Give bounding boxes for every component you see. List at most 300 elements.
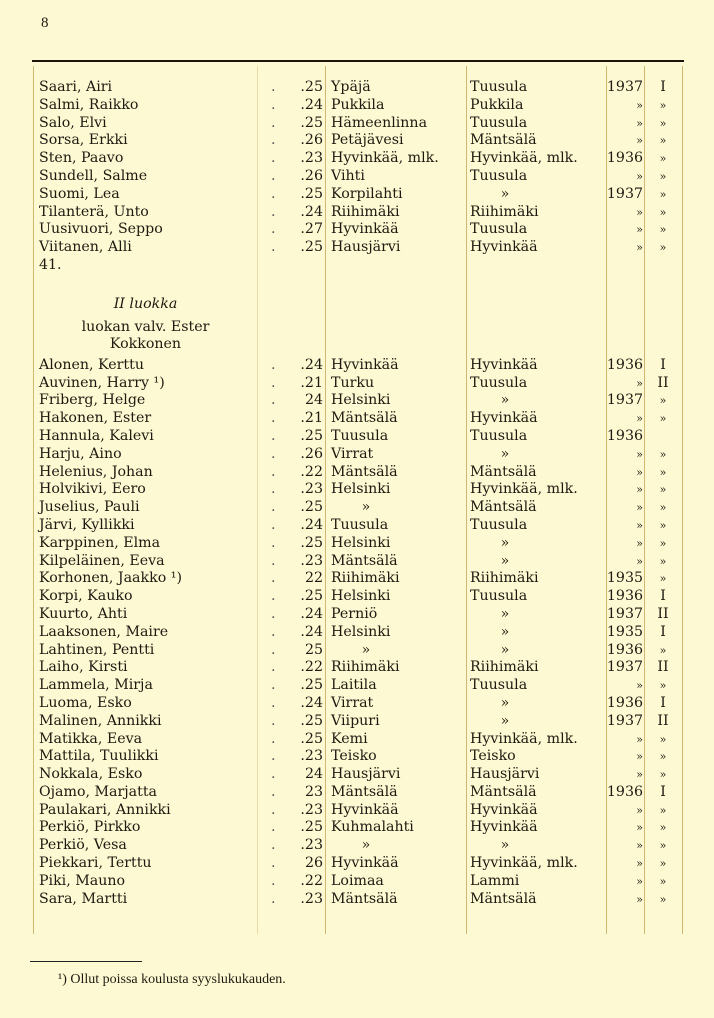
birthplace: Virrat — [331, 694, 374, 711]
student-name: Laaksonen, Maire — [39, 623, 169, 640]
birthplace: Hyvinkää — [331, 855, 399, 872]
leader-dot: . — [271, 96, 276, 113]
entry-year: 1935 — [606, 623, 643, 640]
entry-year: 1936 — [606, 588, 643, 605]
age-value: .25 — [300, 185, 323, 202]
entry-year: » — [636, 116, 643, 130]
leader-dot: . — [271, 356, 276, 373]
student-name: Korhonen, Jaakko ¹) — [39, 570, 182, 587]
birthplace: » — [361, 837, 371, 854]
student-name: Karppinen, Elma — [39, 534, 161, 551]
class-level: » — [659, 169, 667, 183]
age-value: .23 — [300, 890, 323, 907]
leader-dot: . — [271, 641, 276, 658]
class-section-header — [33, 295, 258, 353]
birthplace: Tuusula — [331, 427, 389, 444]
age-value: .25 — [300, 730, 323, 747]
entry-year: 1937 — [606, 659, 643, 676]
home-place: » — [500, 623, 510, 640]
class-level: » — [659, 892, 667, 906]
entry-year: » — [636, 874, 643, 888]
home-place: Tuusula — [470, 427, 528, 444]
class-level: » — [659, 821, 667, 835]
entry-year: » — [636, 465, 643, 479]
class-level: » — [659, 803, 667, 817]
student-name: Salo, Elvi — [39, 114, 107, 131]
leader-dot: . — [271, 534, 276, 551]
class-level: II — [657, 605, 669, 622]
table-row — [33, 464, 683, 482]
birthplace: Mäntsälä — [331, 783, 398, 800]
class-level: » — [659, 394, 667, 408]
leader-dot: . — [271, 463, 276, 480]
home-place: Hausjärvi — [470, 766, 540, 783]
table-row — [33, 784, 683, 802]
leader-dot: . — [271, 730, 276, 747]
age-value: .25 — [300, 588, 323, 605]
leader-dot: . — [271, 712, 276, 729]
group-2-rows — [33, 357, 683, 909]
student-name: Malinen, Annikki — [39, 712, 162, 729]
table-row — [33, 748, 683, 766]
table-row — [33, 891, 683, 909]
entry-year: » — [636, 536, 643, 550]
home-place: Tuusula — [470, 677, 528, 694]
entry-year: » — [636, 241, 643, 255]
home-place: Hyvinkää — [470, 819, 538, 836]
class-level: » — [659, 857, 667, 871]
age-value: .23 — [300, 801, 323, 818]
home-place: Tuusula — [470, 114, 528, 131]
home-place: Hyvinkää, mlk. — [470, 481, 578, 498]
table-row — [33, 517, 683, 535]
table-row — [33, 115, 683, 133]
age-value: .24 — [300, 96, 323, 113]
leader-dot: . — [271, 801, 276, 818]
birthplace: Teisko — [331, 748, 377, 765]
home-place: » — [500, 641, 510, 658]
group-1-total — [33, 257, 683, 275]
birthplace: Hämeenlinna — [331, 114, 428, 131]
leader-dot: . — [271, 79, 276, 95]
student-name: Sorsa, Erkki — [39, 132, 128, 149]
birthplace: Turku — [331, 374, 375, 391]
entry-year: 1936 — [606, 783, 643, 800]
birthplace: Petäjävesi — [331, 132, 404, 149]
birthplace: Kemi — [331, 730, 368, 747]
age-value: 24 — [304, 392, 323, 409]
age-value: .22 — [300, 872, 323, 889]
entry-year: 1937 — [606, 605, 643, 622]
student-name: Helenius, Johan — [39, 463, 153, 480]
student-name: Lammela, Mirja — [39, 677, 153, 694]
entry-year: 1935 — [606, 570, 643, 587]
leader-dot: . — [271, 427, 276, 444]
student-name: Uusivuori, Seppo — [39, 221, 163, 238]
age-value: .23 — [300, 552, 323, 569]
entry-year: » — [636, 412, 643, 426]
student-name: Sundell, Salme — [39, 167, 148, 184]
entry-year: » — [636, 501, 643, 515]
class-level: I — [660, 79, 666, 95]
leader-dot: . — [271, 570, 276, 587]
table-row — [33, 695, 683, 713]
home-place: » — [500, 445, 510, 462]
home-place: Mäntsälä — [470, 463, 537, 480]
age-value: .26 — [300, 167, 323, 184]
age-value: .25 — [300, 114, 323, 131]
age-value: 23 — [304, 783, 323, 800]
leader-dot: . — [271, 748, 276, 765]
student-name: Alonen, Kerttu — [39, 356, 144, 373]
leader-dot: . — [271, 374, 276, 391]
student-name: Tilanterä, Unto — [39, 203, 149, 220]
birthplace: Riihimäki — [331, 570, 400, 587]
entry-year: 1937 — [606, 712, 643, 729]
class-level: » — [659, 447, 667, 461]
table-row — [33, 802, 683, 820]
entry-year: 1936 — [606, 427, 643, 444]
home-place: » — [500, 694, 510, 711]
birthplace: Hyvinkää, mlk. — [331, 150, 439, 167]
leader-dot: . — [271, 150, 276, 167]
class-teacher-line2: Kokkonen — [109, 335, 182, 352]
class-level: II — [657, 659, 669, 676]
birthplace: Virrat — [331, 445, 374, 462]
leader-dot: . — [271, 132, 276, 149]
student-name: Holvikivi, Eero — [39, 481, 146, 498]
table-row — [33, 606, 683, 624]
home-place: Tuusula — [470, 167, 528, 184]
leader-dot: . — [271, 499, 276, 516]
birthplace: Kuhmalahti — [331, 819, 414, 836]
table-row — [33, 819, 683, 837]
student-name: Juselius, Pauli — [39, 499, 140, 516]
table-row — [33, 357, 683, 375]
section-title: II luokka — [113, 295, 178, 312]
table-row — [33, 588, 683, 606]
class-level: » — [659, 643, 667, 657]
table-row — [33, 204, 683, 222]
leader-dot: . — [271, 239, 276, 256]
entry-year: » — [636, 750, 643, 764]
birthplace: Helsinki — [331, 481, 391, 498]
student-name: Laiho, Kirsti — [39, 659, 128, 676]
home-place: » — [500, 392, 510, 409]
age-value: .24 — [300, 694, 323, 711]
leader-dot: . — [271, 167, 276, 184]
table-row — [33, 642, 683, 660]
leader-dot: . — [271, 221, 276, 238]
student-name: Kuurto, Ahti — [39, 605, 128, 622]
student-name: Salmi, Raikko — [39, 96, 139, 113]
birthplace: Mäntsälä — [331, 410, 398, 427]
leader-dot: . — [271, 659, 276, 676]
birthplace: Tuusula — [331, 516, 389, 533]
class-level: » — [659, 750, 667, 764]
age-value: .22 — [300, 659, 323, 676]
birthplace: Hyvinkää — [331, 221, 399, 238]
birthplace: » — [361, 641, 371, 658]
leader-dot: . — [271, 890, 276, 907]
age-value: .23 — [300, 150, 323, 167]
class-level: I — [660, 356, 666, 373]
entry-year: » — [636, 768, 643, 782]
student-name: Korpi, Kauko — [39, 588, 133, 605]
class-level: » — [659, 483, 667, 497]
class-level: » — [659, 241, 667, 255]
class-level: » — [659, 152, 667, 166]
age-value: .21 — [300, 410, 323, 427]
birthplace: Vihti — [331, 167, 365, 184]
student-name: Saari, Airi — [39, 79, 113, 95]
birthplace: Hyvinkää — [331, 801, 399, 818]
leader-dot: . — [271, 185, 276, 202]
home-place: Mäntsälä — [470, 783, 537, 800]
class-level: » — [659, 465, 667, 479]
birthplace: Mäntsälä — [331, 890, 398, 907]
leader-dot: . — [271, 552, 276, 569]
class-level: » — [659, 134, 667, 148]
student-name: Lahtinen, Pentti — [39, 641, 155, 658]
table-row — [33, 499, 683, 517]
student-name: Harju, Aino — [39, 445, 122, 462]
table-row — [33, 659, 683, 677]
class-level: » — [659, 572, 667, 586]
entry-year: » — [636, 821, 643, 835]
table-row — [33, 410, 683, 428]
birthplace: Ypäjä — [331, 79, 371, 95]
class-level: I — [660, 694, 666, 711]
student-name: Friberg, Helge — [39, 392, 146, 409]
age-value: .24 — [300, 356, 323, 373]
leader-dot: . — [271, 766, 276, 783]
home-place: Riihimäki — [470, 659, 539, 676]
student-name: Sara, Martti — [39, 890, 128, 907]
student-name: Luoma, Esko — [39, 694, 132, 711]
age-value: .21 — [300, 374, 323, 391]
home-place: Hyvinkää, mlk. — [470, 855, 578, 872]
entry-year: » — [636, 223, 643, 237]
entry-year: 1936 — [606, 641, 643, 658]
birthplace: Hausjärvi — [331, 766, 401, 783]
footnote-rule — [30, 961, 142, 962]
birthplace: Riihimäki — [331, 203, 400, 220]
leader-dot: . — [271, 623, 276, 640]
entry-year: 1936 — [606, 150, 643, 167]
birthplace: Viipuri — [331, 712, 380, 729]
entry-year: » — [636, 169, 643, 183]
entry-year: 1937 — [606, 185, 643, 202]
birthplace: Helsinki — [331, 392, 391, 409]
student-name: Hakonen, Ester — [39, 410, 152, 427]
birthplace: Mäntsälä — [331, 463, 398, 480]
student-name: Ojamo, Marjatta — [39, 783, 157, 800]
home-place: Mäntsälä — [470, 499, 537, 516]
home-place: Riihimäki — [470, 570, 539, 587]
student-name: Hannula, Kalevi — [39, 427, 154, 444]
leader-dot: . — [271, 783, 276, 800]
student-name: Kilpeläinen, Eeva — [39, 552, 165, 569]
entry-year: » — [636, 839, 643, 853]
table-row — [33, 855, 683, 873]
entry-year: » — [636, 679, 643, 693]
age-value: 25 — [304, 641, 323, 658]
table-row — [33, 97, 683, 115]
age-value: .25 — [300, 677, 323, 694]
birthplace: Korpilahti — [331, 185, 403, 202]
age-value: 26 — [304, 855, 323, 872]
age-value: .22 — [300, 463, 323, 480]
birthplace: Helsinki — [331, 623, 391, 640]
home-place: Hyvinkää, mlk. — [470, 150, 578, 167]
birthplace: » — [361, 499, 371, 516]
class-level: » — [659, 768, 667, 782]
age-value: .25 — [300, 499, 323, 516]
age-value: .23 — [300, 481, 323, 498]
student-name: Perkiö, Pirkko — [39, 819, 141, 836]
home-place: Hyvinkää — [470, 410, 538, 427]
birthplace: Helsinki — [331, 588, 391, 605]
home-place: » — [500, 185, 510, 202]
student-name: Piki, Mauno — [39, 872, 126, 889]
entry-year: » — [636, 205, 643, 219]
leader-dot: . — [271, 588, 276, 605]
home-place: » — [500, 712, 510, 729]
age-value: .24 — [300, 203, 323, 220]
group-1-rows — [33, 79, 683, 257]
birthplace: Riihimäki — [331, 659, 400, 676]
entry-year: » — [636, 447, 643, 461]
student-name: Mattila, Tuulikki — [39, 748, 159, 765]
birthplace: Hyvinkää — [331, 356, 399, 373]
class-level: » — [659, 839, 667, 853]
birthplace: Helsinki — [331, 534, 391, 551]
table-row — [33, 132, 683, 150]
age-value: 24 — [304, 766, 323, 783]
table-row — [33, 570, 683, 588]
class-teacher — [33, 319, 258, 353]
table-row — [33, 150, 683, 168]
age-value: .25 — [300, 239, 323, 256]
table-row — [33, 481, 683, 499]
student-name: Paulakari, Annikki — [39, 801, 171, 818]
footnote: ¹) Ollut poissa koulusta syyslukukauden. — [58, 972, 286, 987]
home-place: Pukkila — [470, 96, 524, 113]
table-row — [33, 375, 683, 393]
top-rule — [32, 60, 684, 62]
entry-year: » — [636, 518, 643, 532]
table-row — [33, 239, 683, 257]
home-place: Hyvinkää — [470, 239, 538, 256]
home-place: » — [500, 837, 510, 854]
class-level: I — [660, 783, 666, 800]
home-place: » — [500, 605, 510, 622]
home-place: Mäntsälä — [470, 890, 537, 907]
table-row — [33, 168, 683, 186]
leader-dot: . — [271, 481, 276, 498]
student-name: Perkiö, Vesa — [39, 837, 127, 854]
table-row — [33, 428, 683, 446]
entry-year: » — [636, 892, 643, 906]
age-value: .25 — [300, 819, 323, 836]
student-name: Sten, Paavo — [39, 150, 124, 167]
leader-dot: . — [271, 516, 276, 533]
birthplace: Hausjärvi — [331, 239, 401, 256]
class-level: II — [657, 374, 669, 391]
student-table — [33, 79, 683, 908]
class-level: » — [659, 412, 667, 426]
class-level: » — [659, 679, 667, 693]
class-level: » — [659, 874, 667, 888]
class-level: » — [659, 536, 667, 550]
birthplace: Perniö — [331, 605, 378, 622]
table-row — [33, 677, 683, 695]
entry-year: 1937 — [606, 79, 643, 95]
age-value: .23 — [300, 837, 323, 854]
student-name: Matikka, Eeva — [39, 730, 143, 747]
class-level: » — [659, 223, 667, 237]
class-level: » — [659, 205, 667, 219]
leader-dot: . — [271, 203, 276, 220]
home-place: Hyvinkää, mlk. — [470, 730, 578, 747]
entry-year: » — [636, 554, 643, 568]
table-row — [33, 624, 683, 642]
birthplace: Pukkila — [331, 96, 385, 113]
leader-dot: . — [271, 410, 276, 427]
table-row — [33, 713, 683, 731]
class-level: » — [659, 554, 667, 568]
class-level: » — [659, 98, 667, 112]
student-name: Nokkala, Esko — [39, 766, 143, 783]
entry-year: » — [636, 483, 643, 497]
age-value: .23 — [300, 748, 323, 765]
student-name: Auvinen, Harry ¹) — [39, 374, 165, 391]
class-level: » — [659, 187, 667, 201]
age-value: .26 — [300, 132, 323, 149]
table-row — [33, 221, 683, 239]
home-place: » — [500, 552, 510, 569]
home-place: Tuusula — [470, 588, 528, 605]
home-place: Hyvinkää — [470, 356, 538, 373]
total-count: 41. — [39, 256, 62, 273]
birthplace: Laitila — [331, 677, 377, 694]
table-row — [33, 446, 683, 464]
table-row — [33, 731, 683, 749]
home-place: Lammi — [470, 872, 520, 889]
class-level: » — [659, 501, 667, 515]
birthplace: Loimaa — [331, 872, 384, 889]
student-name: Suomi, Lea — [39, 185, 120, 202]
leader-dot: . — [271, 872, 276, 889]
home-place: » — [500, 534, 510, 551]
entry-year: » — [636, 857, 643, 871]
age-value: .24 — [300, 605, 323, 622]
leader-dot: . — [271, 837, 276, 854]
class-teacher-line1: luokan valv. Ester — [81, 318, 210, 335]
table-row — [33, 186, 683, 204]
home-place: Tuusula — [470, 79, 528, 95]
home-place: Tuusula — [470, 374, 528, 391]
age-value: .27 — [300, 221, 323, 238]
home-place: Tuusula — [470, 516, 528, 533]
home-place: Riihimäki — [470, 203, 539, 220]
leader-dot: . — [271, 114, 276, 131]
entry-year: 1937 — [606, 392, 643, 409]
leader-dot: . — [271, 855, 276, 872]
class-level: I — [660, 588, 666, 605]
table-row — [33, 535, 683, 553]
